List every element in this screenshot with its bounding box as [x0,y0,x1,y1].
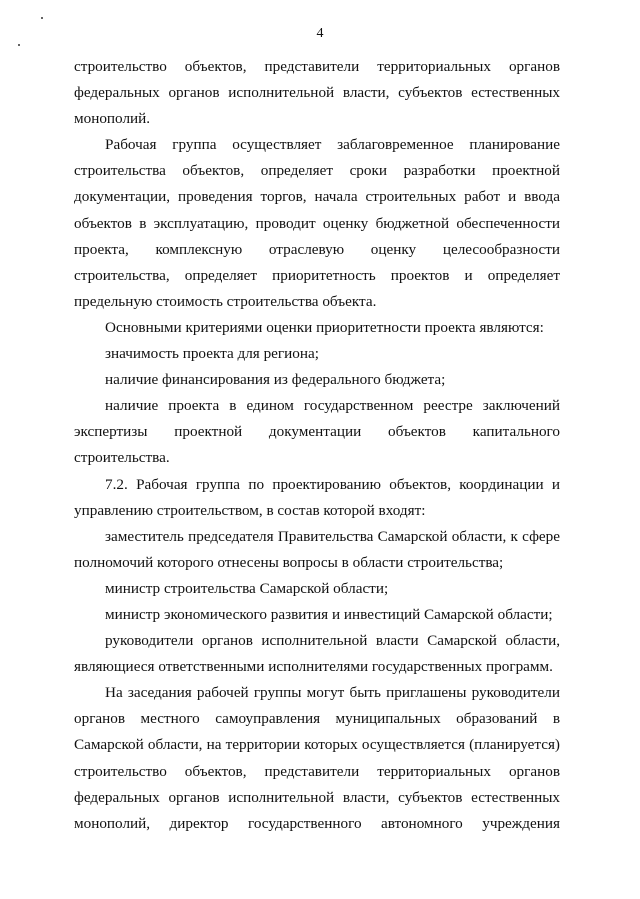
paragraph [74,132,560,315]
text-line: полномочий которого отнесены вопросы в области строительства; [74,553,504,571]
text-line: Основными критериями оценки приоритетности проекта являются: [105,318,544,336]
paragraph [74,602,560,628]
text-line: федеральных органов исполнительной власти, субъектов естественных [74,788,560,806]
text-line: управлению строительством, в состав которой входят: [74,501,426,519]
text-line: строительство объектов, представители территориальных органов [74,58,560,75]
text-line: проекта, комплексную отраслевую оценку целесообразности [74,240,560,258]
paragraph [74,315,560,341]
text-line: значимость проекта для региона; [105,345,319,363]
scan-speck [18,44,20,46]
text-line: строительства. [74,449,170,467]
paragraph [74,576,560,602]
text-line: Самарской области, на территории которых осуществляется (планируется) [74,736,560,754]
text-line: монополий, директор государственного автономного учреждения [74,814,560,832]
paragraph [74,524,560,576]
paragraph [74,393,560,471]
text-line: экспертизы проектной документации объектов капитального [74,423,560,441]
text-line: строительства объектов, определяет сроки разработки проектной [74,162,560,180]
text-line: документации, проведения торгов, начала строительных работ и ввода [74,188,560,206]
text-line: министр строительства Самарской области; [105,579,389,597]
text-line: строительства, определяет приоритетность проектов и определяет [74,266,560,284]
paragraph [74,628,560,680]
text-line: наличие финансирования из федерального бюджета; [105,371,446,389]
text-line: органов местного самоуправления муниципальных образований в [74,710,560,728]
text-line: Рабочая группа осуществляет заблаговременное планирование [105,136,560,154]
text-line: заместитель председателя Правительства Самарской области, к сфере [105,527,560,545]
text-line: объектов в эксплуатацию, проводит оценку бюджетной обеспеченности [74,214,560,232]
scan-speck [41,17,43,19]
paragraph [74,367,560,393]
paragraph [74,472,560,524]
text-line: строительство объектов, представители территориальных органов [74,762,560,780]
text-line: являющиеся ответственными исполнителями государственных программ. [74,658,553,676]
text-line: 7.2. Рабочая группа по проектированию объектов, координации и [105,475,560,493]
paragraph [74,341,560,367]
text-line: наличие проекта в едином государственном реестре заключений [105,397,560,415]
text-line: предельную стоимость строительства объекта. [74,292,377,310]
document-body [74,54,560,837]
page-number: 4 [316,26,324,41]
paragraph [74,54,560,132]
text-line: На заседания рабочей группы могут быть приглашены руководители [105,684,560,702]
paragraph [74,680,560,837]
text-line: федеральных органов исполнительной власти, субъектов естественных [74,84,560,102]
text-line: монополий. [74,110,151,128]
text-line: министр экономического развития и инвестиций Самарской области; [105,605,553,623]
text-line: руководители органов исполнительной власти Самарской области, [105,632,560,650]
